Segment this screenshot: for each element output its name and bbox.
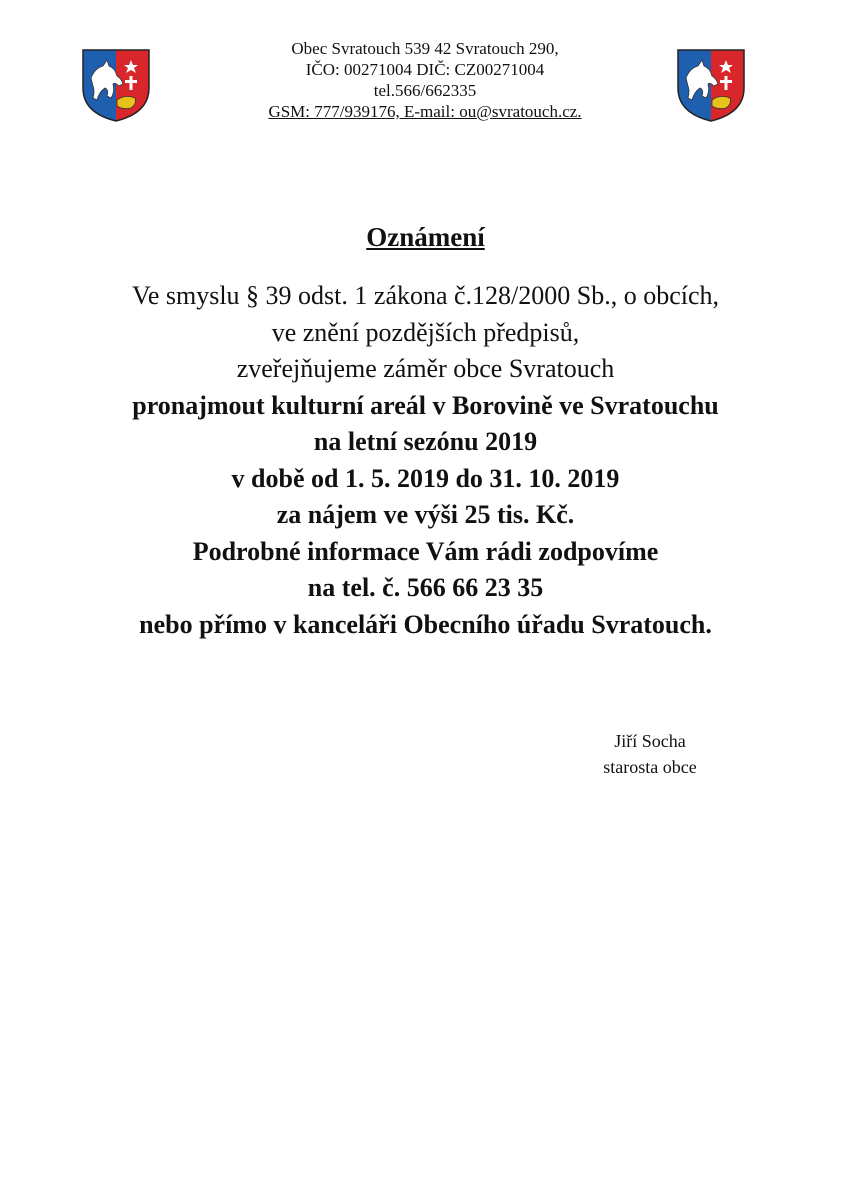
header-ids: IČO: 00271004 DIČ: CZ00271004 xyxy=(305,60,545,79)
document-title: Oznámení xyxy=(366,222,485,252)
header-phone: tel.566/662335 xyxy=(373,81,477,100)
body-bold-line: na letní sezónu 2019 xyxy=(313,427,538,456)
letterhead xyxy=(180,38,670,122)
body-bold-line: za nájem ve výši 25 tis. Kč. xyxy=(276,500,575,529)
body-line: Ve smyslu § 39 odst. 1 zákona č.128/2000 Sb., o obcích, xyxy=(131,281,720,310)
body-bold-line: na tel. č. 566 66 23 35 xyxy=(307,573,544,602)
body-line: ve znění pozdějších předpisů, xyxy=(271,317,580,347)
signatory-role: starosta obce xyxy=(603,757,697,777)
body-bold-line: Podrobné informace Vám rádi zodpovíme xyxy=(192,536,659,566)
signatory-name: Jiří Socha xyxy=(614,731,686,751)
header-address: Obec Svratouch 539 42 Svratouch 290, xyxy=(291,39,559,58)
signature-block xyxy=(575,728,725,780)
body-bold-line: v době od 1. 5. 2019 do 31. 10. 2019 xyxy=(231,463,620,493)
body-line: zveřejňujeme záměr obce Svratouch xyxy=(236,354,615,383)
body-bold-line: nebo přímo v kanceláři Obecního úřadu Svratouch. xyxy=(139,609,712,639)
body-bold-line: pronajmout kulturní areál v Borovině ve Svratouchu xyxy=(132,390,719,420)
coat-of-arms-icon xyxy=(676,48,746,123)
header-contact: GSM: 777/939176, E-mail: ou@svratouch.cz. xyxy=(268,102,582,121)
coat-of-arms-icon xyxy=(81,48,151,123)
announcement-body xyxy=(20,278,831,643)
